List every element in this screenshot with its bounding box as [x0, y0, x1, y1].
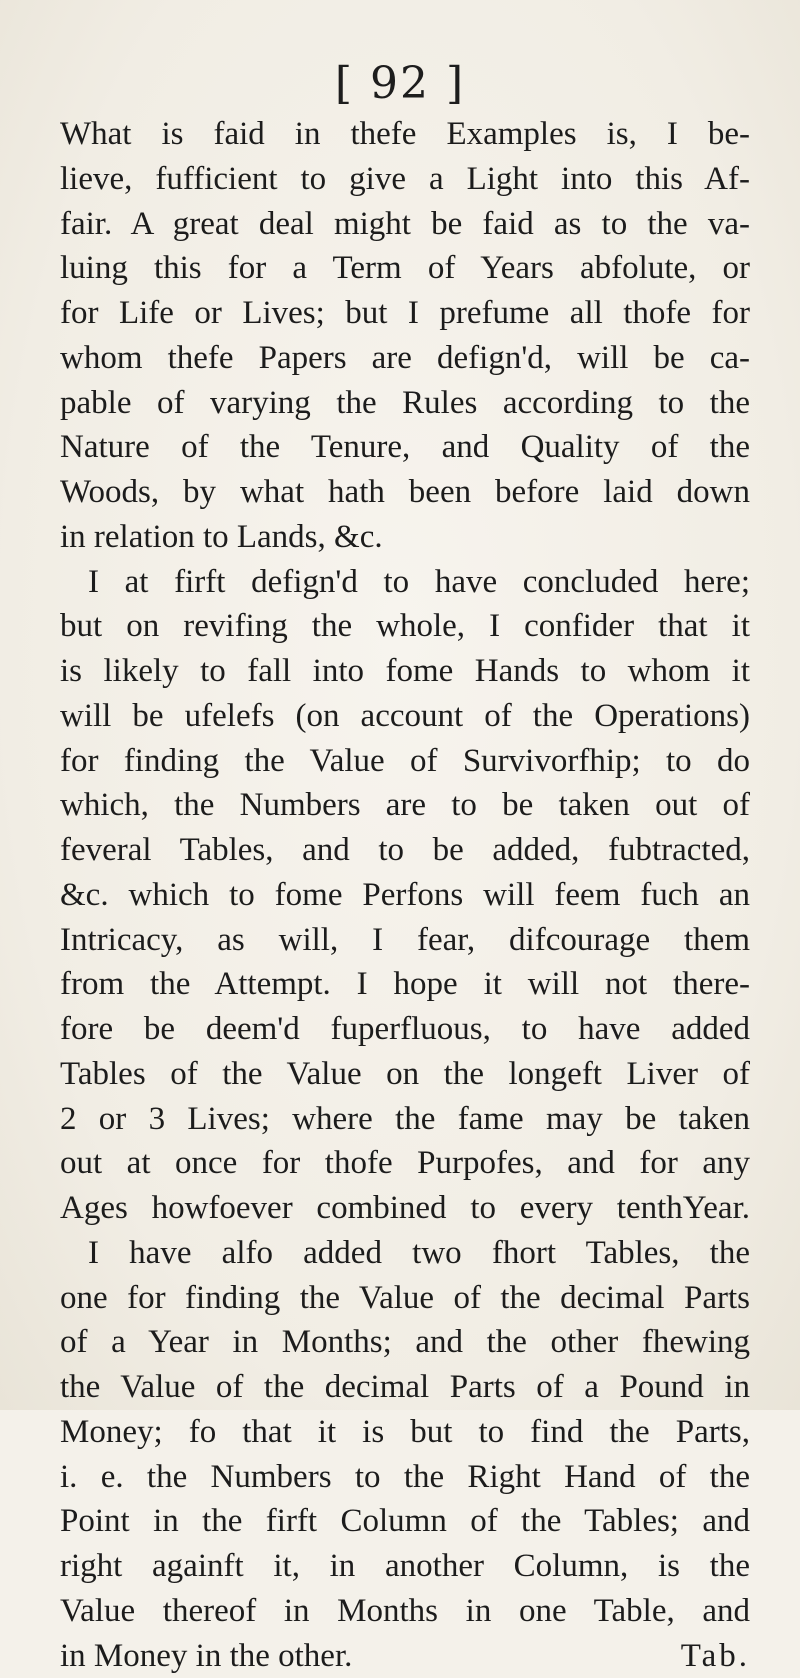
text-line: &c. which to fome Perfons will feem fuch an — [60, 873, 750, 918]
page-number: [ 92 ] — [0, 58, 800, 109]
last-line — [60, 1634, 750, 1678]
text-line: from the Attempt. I hope it will not there- — [60, 962, 750, 1007]
text-line: whom thefe Papers are defign'd, will be ca- — [60, 336, 750, 381]
text-line: in Money in the other. — [60, 1638, 352, 1674]
text-line: in relation to Lands, &c. — [60, 515, 750, 560]
text-line: for Life or Lives; but I prefume all thofe for — [60, 291, 750, 336]
text-line: out at once for thofe Purpofes, and for any — [60, 1141, 750, 1186]
body-text — [60, 112, 750, 1678]
text-line: What is faid in thefe Examples is, I be- — [60, 112, 750, 157]
text-line: I at firft defign'd to have concluded here; — [60, 560, 750, 605]
text-line: luing this for a Term of Years abfolute, or — [60, 246, 750, 291]
text-line: i. e. the Numbers to the Right Hand of the — [60, 1455, 750, 1500]
text-line: pable of varying the Rules according to the — [60, 381, 750, 426]
text-line: right againft it, in another Column, is the — [60, 1544, 750, 1589]
text-line: will be ufelefs (on account of the Operations) — [60, 694, 750, 739]
text-line: Point in the firft Column of the Tables; and — [60, 1499, 750, 1544]
text-line: but on revifing the whole, I confider that it — [60, 604, 750, 649]
text-line: feveral Tables, and to be added, fubtracted, — [60, 828, 750, 873]
text-line: Woods, by what hath been before laid down — [60, 470, 750, 515]
catchword: Tab. — [681, 1634, 750, 1678]
text-line: for finding the Value of Survivorfhip; to do — [60, 739, 750, 784]
text-line: Ages howfoever combined to every tenthYear. — [60, 1186, 750, 1231]
text-line: fore be deem'd fuperfluous, to have added — [60, 1007, 750, 1052]
text-line: Value thereof in Months in one Table, and — [60, 1589, 750, 1634]
text-line: Intricacy, as will, I fear, difcourage them — [60, 918, 750, 963]
text-line: 2 or 3 Lives; where the fame may be taken — [60, 1097, 750, 1142]
text-line: which, the Numbers are to be taken out of — [60, 783, 750, 828]
text-line: Money; fo that it is but to find the Parts, — [60, 1410, 750, 1455]
text-line: lieve, fufficient to give a Light into this Af- — [60, 157, 750, 202]
text-line: the Value of the decimal Parts of a Pound in — [60, 1365, 750, 1410]
text-line: I have alfo added two fhort Tables, the — [60, 1231, 750, 1276]
text-line: of a Year in Months; and the other fhewing — [60, 1320, 750, 1365]
text-line: Tables of the Value on the longeft Liver of — [60, 1052, 750, 1097]
text-line: fair. A great deal might be faid as to the va- — [60, 202, 750, 247]
text-line: Nature of the Tenure, and Quality of the — [60, 425, 750, 470]
text-line: one for finding the Value of the decimal Parts — [60, 1276, 750, 1321]
text-line: is likely to fall into fome Hands to whom it — [60, 649, 750, 694]
